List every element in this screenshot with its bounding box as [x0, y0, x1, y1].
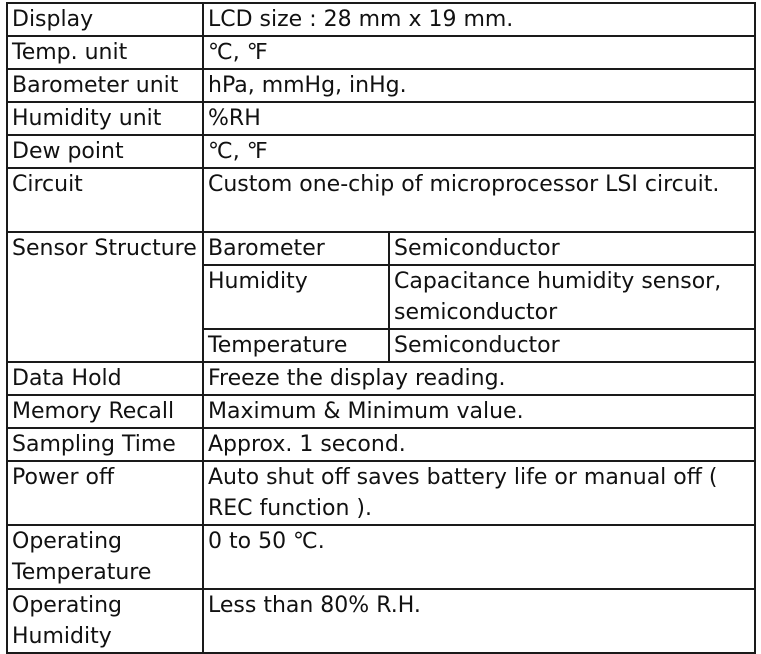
spec-value: %RH	[203, 102, 755, 135]
spec-label: Temp. unit	[7, 36, 203, 69]
sensor-value: Capacitance humidity sensor, semiconductor	[389, 265, 755, 329]
spec-value: Less than 80% R.H.	[203, 589, 755, 653]
spec-value: LCD size : 28 mm x 19 mm.	[203, 3, 755, 36]
spec-row-sensor-barometer	[7, 232, 755, 265]
sensor-name: Temperature	[203, 329, 389, 362]
spec-value: ℃, ℉	[203, 135, 755, 168]
sensor-name: Barometer	[203, 232, 389, 265]
spec-row-memory-recall	[7, 395, 755, 428]
spec-value: 0 to 50 ℃.	[203, 525, 755, 589]
spec-label: Sampling Time	[7, 428, 203, 461]
spec-row-operating-humidity	[7, 589, 755, 653]
spec-label: Operating Temperature	[7, 525, 203, 589]
spec-value: hPa, mmHg, inHg.	[203, 69, 755, 102]
spec-label: Power off	[7, 461, 203, 525]
spec-label-sensor-structure: Sensor Structure	[7, 232, 203, 362]
sensor-value: Semiconductor	[389, 329, 755, 362]
spec-value: Auto shut off saves battery life or manual off ( REC function ).	[203, 461, 755, 525]
sensor-name: Humidity	[203, 265, 389, 329]
spec-row-barometer-unit	[7, 69, 755, 102]
spec-value: Maximum & Minimum value.	[203, 395, 755, 428]
spec-label: Dew point	[7, 135, 203, 168]
spec-row-dew-point	[7, 135, 755, 168]
spec-label: Operating Humidity	[7, 589, 203, 653]
spec-row-data-hold	[7, 362, 755, 395]
specification-table	[6, 2, 756, 654]
spec-row-circuit	[7, 168, 755, 232]
spec-value: ℃, ℉	[203, 36, 755, 69]
sensor-value: Semiconductor	[389, 232, 755, 265]
spec-label: Data Hold	[7, 362, 203, 395]
spec-row-operating-temperature	[7, 525, 755, 589]
spec-label: Humidity unit	[7, 102, 203, 135]
spec-label: Circuit	[7, 168, 203, 232]
spec-value: Custom one-chip of microprocessor LSI circuit.	[203, 168, 755, 232]
spec-row-power-off	[7, 461, 755, 525]
spec-value: Approx. 1 second.	[203, 428, 755, 461]
spec-row-humidity-unit	[7, 102, 755, 135]
spec-row-sampling-time	[7, 428, 755, 461]
spec-label: Barometer unit	[7, 69, 203, 102]
spec-row-display	[7, 3, 755, 36]
spec-label: Display	[7, 3, 203, 36]
spec-label: Memory Recall	[7, 395, 203, 428]
spec-row-temp-unit	[7, 36, 755, 69]
spec-value: Freeze the display reading.	[203, 362, 755, 395]
